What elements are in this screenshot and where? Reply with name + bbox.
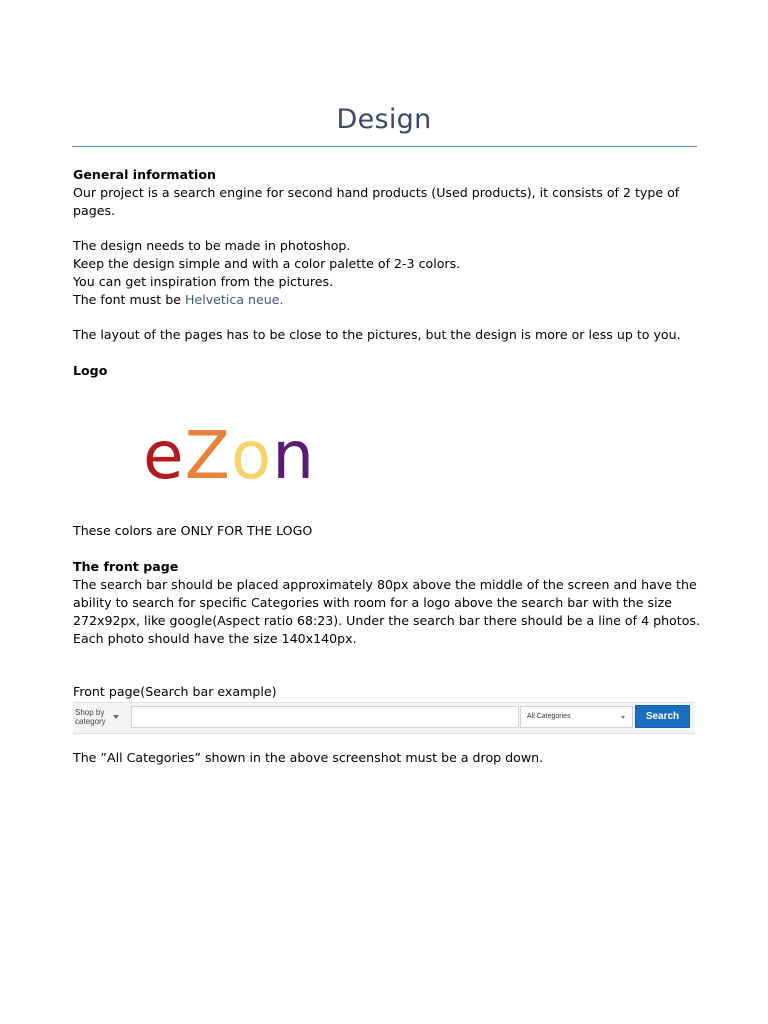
design-text-line-2: Keep the design simple and with a color palette of 2-3 colors. xyxy=(73,256,461,271)
category-select[interactable] xyxy=(520,706,633,728)
category-selected-value: All Categories xyxy=(527,713,571,720)
font-requirement-prefix: The font must be xyxy=(73,292,185,307)
logo-heading: Logo xyxy=(73,363,108,378)
shop-by-label-line-1: Shop by xyxy=(75,708,105,717)
chevron-down-icon[interactable] xyxy=(113,715,119,719)
design-text-line-3: You can get inspiration from the pictures. xyxy=(73,274,334,289)
chevron-down-icon xyxy=(621,716,625,719)
front-page-text-line-1: The search bar should be placed approximately 80px above the middle of the screen and have the xyxy=(73,577,697,592)
search-input[interactable] xyxy=(131,706,519,728)
general-info-text-line-1: Our project is a search engine for second hand products (Used products), it consists of 2 type of xyxy=(73,185,680,200)
page-title: Design xyxy=(336,104,432,135)
layout-text: The layout of the pages has to be close to the pictures, but the design is more or less up to you. xyxy=(73,327,681,342)
front-page-heading: The front page xyxy=(73,559,179,574)
shop-by-category-dropdown[interactable] xyxy=(75,709,106,726)
design-text-line-1: The design needs to be made in photoshop. xyxy=(73,238,351,253)
font-name-link[interactable]: Helvetica neue. xyxy=(185,292,284,307)
shop-by-label-line-2: category xyxy=(75,716,106,726)
general-info-text-line-2: pages. xyxy=(73,203,116,218)
general-info-heading: General information xyxy=(73,167,216,182)
front-page-text-line-4: Each photo should have the size 140x140px. xyxy=(73,631,357,646)
ezon-logo xyxy=(143,416,315,496)
front-page-text-line-3: 272x92px, like google(Aspect ratio 68:23). Under the search bar there should be a line of 4 photos. xyxy=(73,613,700,628)
search-button[interactable]: Search xyxy=(635,705,690,728)
front-page-text-line-2: ability to search for specific Categories with room for a logo above the search bar with the size xyxy=(73,595,672,610)
dropdown-note: The ”All Categories” shown in the above screenshot must be a drop down. xyxy=(73,750,544,765)
logo-letter-e: e xyxy=(143,417,185,494)
search-bar-example xyxy=(73,702,695,734)
searchbar-caption: Front page(Search bar example) xyxy=(73,684,277,699)
logo-colors-note: These colors are ONLY FOR THE LOGO xyxy=(73,523,313,538)
logo-letter-n: n xyxy=(272,417,316,494)
logo-letter-o: o xyxy=(230,417,273,494)
design-text-line-4 xyxy=(73,291,283,309)
title-underline xyxy=(72,146,697,147)
logo-letter-z: Z xyxy=(184,417,231,494)
